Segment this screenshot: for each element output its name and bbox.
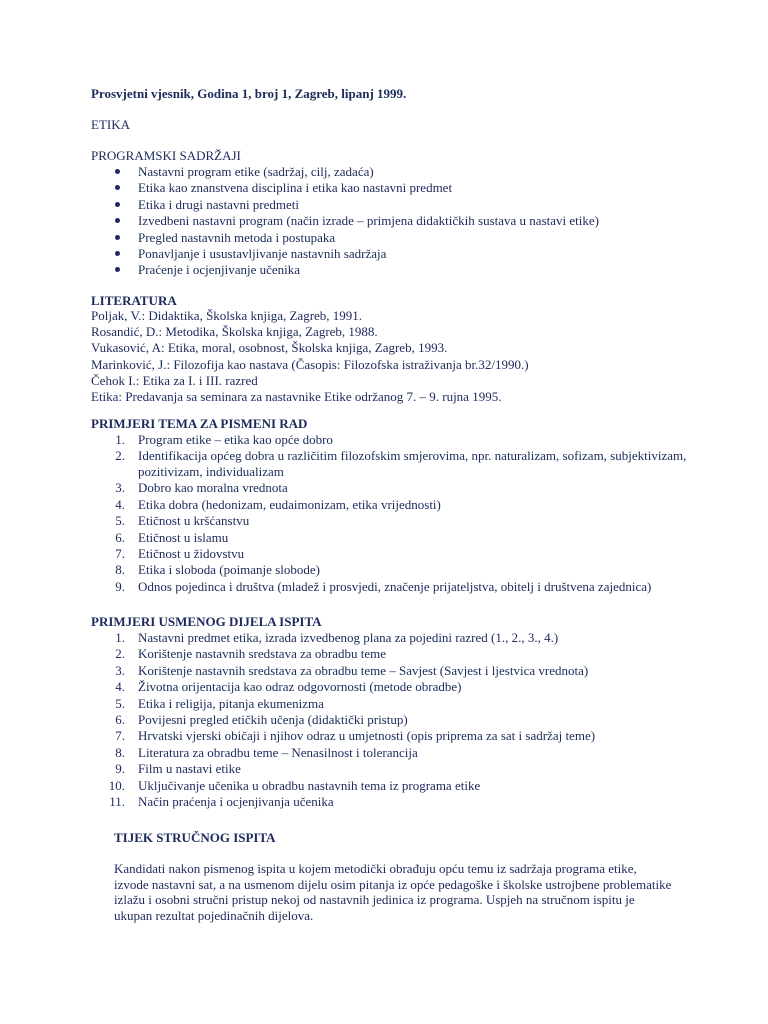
- bullet-icon: [115, 235, 120, 240]
- program-item: [91, 213, 691, 229]
- item-text: Film u nastavi etike: [138, 761, 241, 777]
- item-number: 4.: [115, 496, 125, 512]
- usmeni-item: [91, 778, 691, 794]
- bullet-icon: [115, 202, 120, 207]
- program-item: [91, 180, 691, 196]
- program-item-text: Ponavljanje i usustavljivanje nastavnih sadržaja: [138, 245, 387, 261]
- usmeni-list: [91, 630, 691, 810]
- literatura-item: Čehok I.: Etika za I. i III. razred: [91, 372, 258, 388]
- item-number: 8.: [115, 562, 125, 578]
- item-text: Uključivanje učenika u obradbu nastavnih tema iz programa etike: [138, 777, 481, 793]
- program-item: [91, 197, 691, 213]
- item-text: Etika dobra (hedonizam, eudaimonizam, etika vrijednosti): [138, 496, 441, 512]
- program-item: [91, 164, 691, 180]
- bullet-icon: [115, 185, 120, 190]
- literatura-list: [91, 308, 691, 405]
- literatura-item: Vukasović, A: Etika, moral, osobnost, Školska knjiga, Zagreb, 1993.: [91, 340, 448, 356]
- item-text: Povijesni pregled etičkih učenja (didaktički pristup): [138, 711, 408, 727]
- item-text: Korištenje nastavnih sredstava za obradbu teme – Savjest (Savjest i ljestvica vrednota): [138, 662, 589, 678]
- item-number: 7.: [115, 545, 125, 561]
- usmeni-item: [91, 646, 691, 662]
- program-item: [91, 262, 691, 278]
- usmeni-item: [91, 679, 691, 695]
- program-list-container: [91, 164, 691, 279]
- item-text: Program etike – etika kao opće dobro: [138, 432, 333, 447]
- program-item: [91, 230, 691, 246]
- pismeni-list-container: [91, 432, 691, 595]
- item-number: 6.: [115, 711, 125, 727]
- item-number: 9.: [115, 761, 125, 777]
- bullet-icon: [115, 169, 120, 174]
- pismeni-item: [91, 432, 691, 448]
- item-number: 5.: [115, 695, 125, 711]
- usmeni-item: [91, 728, 691, 744]
- document-header: Prosvjetni vjesnik, Godina 1, broj 1, Zagreb, lipanj 1999.: [91, 86, 407, 101]
- item-text: Korištenje nastavnih sredstava za obradbu teme: [138, 646, 386, 662]
- program-item-text: Etika kao znanstvena disciplina i etika kao nastavni predmet: [138, 180, 453, 196]
- literatura-item: Poljak, V.: Didaktika, Školska knjiga, Zagreb, 1991.: [91, 308, 363, 323]
- literatura-title: LITERATURA: [91, 293, 177, 308]
- item-text: Način praćenja i ocjenjivanja učenika: [138, 793, 334, 809]
- pismeni-item: [91, 579, 691, 595]
- item-text: Dobro kao moralna vrednota: [138, 480, 288, 496]
- program-title: PROGRAMSKI SADRŽAJI: [91, 148, 241, 163]
- program-item-text: Nastavni program etike (sadržaj, cilj, zadaća): [138, 164, 374, 179]
- usmeni-list-container: [91, 630, 691, 810]
- item-text: Literatura za obradbu teme – Nenasilnost i tolerancija: [138, 744, 418, 760]
- program-item-text: Praćenje i ocjenjivanje učenika: [138, 262, 301, 278]
- item-number: 2.: [115, 646, 125, 662]
- bullet-icon: [115, 251, 120, 256]
- pismeni-item: [91, 497, 691, 513]
- item-number: 2.: [115, 448, 125, 464]
- subject-title: ETIKA: [91, 117, 130, 132]
- pismeni-item: [91, 546, 691, 562]
- usmeni-item: [91, 794, 691, 810]
- item-number: 10.: [108, 777, 125, 793]
- bullet-icon: [115, 267, 120, 272]
- item-number: 1.: [115, 630, 125, 645]
- item-number: 6.: [115, 529, 125, 545]
- bullet-icon: [115, 218, 120, 223]
- item-number: 11.: [109, 793, 125, 809]
- usmeni-title: PRIMJERI USMENOG DIJELA ISPITA: [91, 614, 322, 629]
- item-number: 8.: [115, 744, 125, 760]
- tijek-paragraph: Kandidati nakon pismenog ispita u kojem metodički obrađuju opću temu iz sadržaja programa etike, izvode nastavni sat, a na usmenom dijelu osim pitanja iz opće pedagoške i školske ustrojbene problematike izlažu i osobni stručni pristup nekoj od nastavnih jedinica iz programa. Uspjeh na stručnom ispitu je ukupan rezultat pojedinačnih dijelova.: [114, 861, 672, 923]
- item-number: 1.: [115, 432, 125, 447]
- usmeni-item: [91, 696, 691, 712]
- item-text: Etika i sloboda (poimanje slobode): [138, 562, 320, 578]
- item-text: Etičnost u kršćanstvu: [138, 513, 250, 529]
- program-item-text: Izvedbeni nastavni program (način izrade – primjena didaktičkih sustava u nastavi etike): [138, 213, 599, 229]
- item-text: Identifikacija općeg dobra u različitim filozofskim smjerovima, npr. naturalizam, sofizam, subjektivizam, pozitivizam, individualizam: [138, 448, 687, 479]
- pismeni-list: [91, 432, 691, 594]
- item-text: Etika i religija, pitanja ekumenizma: [138, 695, 324, 711]
- item-number: 9.: [115, 578, 125, 594]
- literatura-item: Etika: Predavanja sa seminara za nastavnike Etike održanog 7. – 9. rujna 1995.: [91, 388, 502, 404]
- usmeni-item: [91, 663, 691, 679]
- literatura-item: Marinković, J.: Filozofija kao nastava (Časopis: Filozofska istraživanja br.32/1990.): [91, 356, 529, 372]
- pismeni-item: [91, 513, 691, 529]
- item-text: Etičnost u islamu: [138, 529, 229, 545]
- usmeni-item: [91, 712, 691, 728]
- item-number: 7.: [115, 728, 125, 744]
- program-list: [91, 164, 691, 279]
- tijek-title: TIJEK STRUČNOG ISPITA: [114, 830, 276, 845]
- pismeni-item: [91, 530, 691, 546]
- program-item-text: Pregled nastavnih metoda i postupaka: [138, 229, 336, 245]
- pismeni-item: [91, 480, 691, 496]
- item-text: Odnos pojedinca i društva (mladež i prosvjedi, značenje prijateljstva, obitelj i društvena zajednica): [138, 578, 652, 594]
- item-text: Hrvatski vjerski običaji i njihov odraz u umjetnosti (opis priprema za sat i sadržaj teme): [138, 728, 596, 744]
- usmeni-item: [91, 745, 691, 761]
- pismeni-item: [91, 448, 691, 479]
- usmeni-item: [91, 630, 691, 646]
- pismeni-item: [91, 562, 691, 578]
- program-item: [91, 246, 691, 262]
- usmeni-item: [91, 761, 691, 777]
- item-text: Nastavni predmet etika, izrada izvedbenog plana za pojedini razred (1., 2., 3., 4.): [138, 630, 559, 645]
- item-number: 3.: [115, 480, 125, 496]
- literatura-item: Rosandić, D.: Metodika, Školska knjiga, Zagreb, 1988.: [91, 324, 378, 340]
- tijek-text: [114, 861, 674, 923]
- item-text: Etičnost u židovstvu: [138, 545, 245, 561]
- item-number: 3.: [115, 662, 125, 678]
- item-text: Životna orijentacija kao odraz odgovornosti (metode obradbe): [138, 679, 462, 695]
- item-number: 5.: [115, 513, 125, 529]
- program-item-text: Etika i drugi nastavni predmeti: [138, 196, 300, 212]
- item-number: 4.: [115, 679, 125, 695]
- pismeni-title: PRIMJERI TEMA ZA PISMENI RAD: [91, 416, 308, 431]
